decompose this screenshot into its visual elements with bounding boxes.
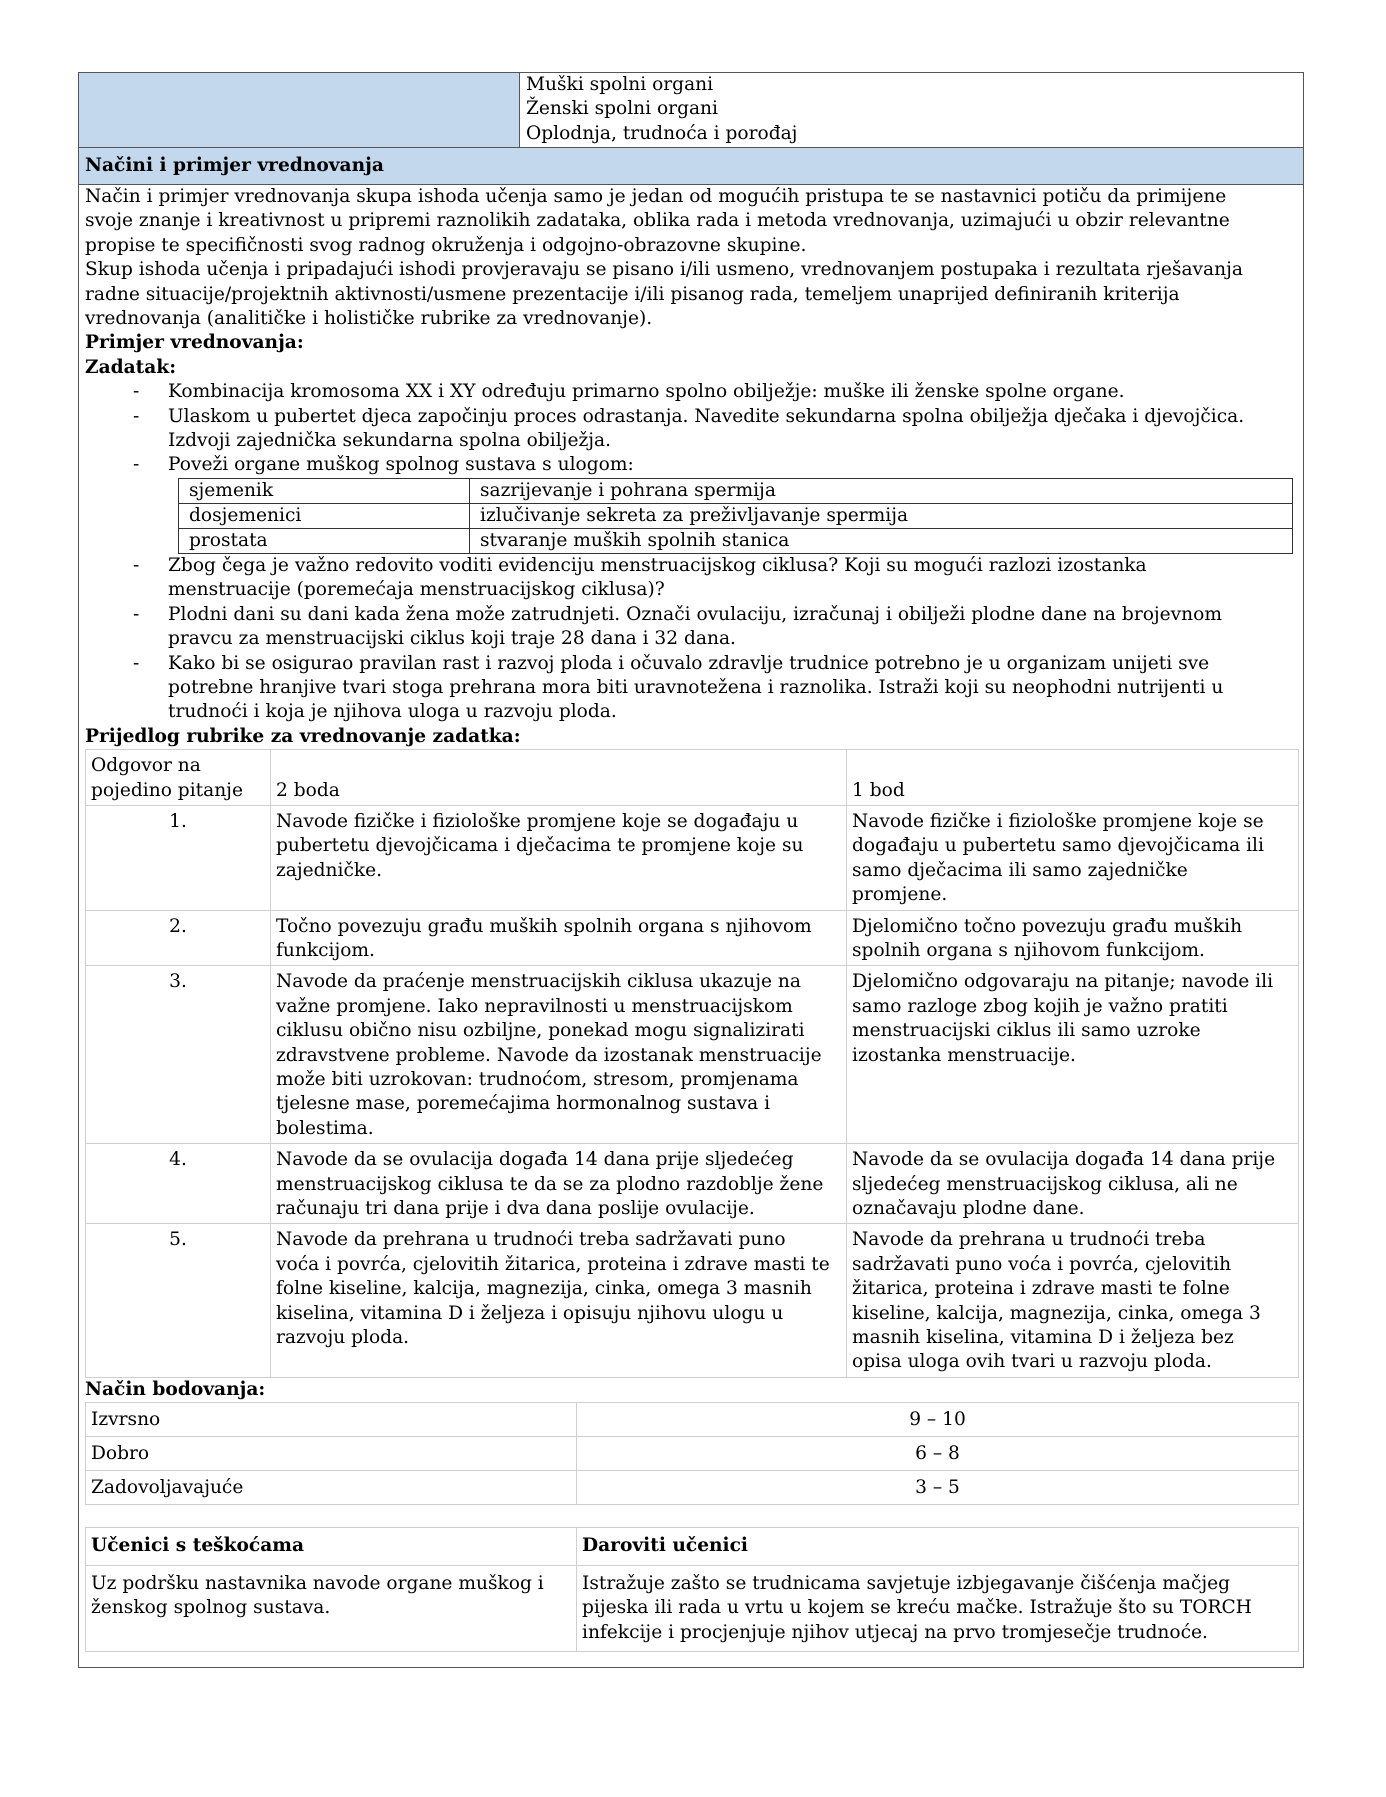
text-line: Navode da prehrana u trudnoći treba sadržavati puno [276, 1229, 786, 1251]
text-line: računaju tri dana prije i dva dana poslije ovulacije. [276, 1198, 755, 1220]
rubric-header-two-points: 2 boda [271, 750, 847, 806]
rubric-header-one-point: 1 bod [847, 750, 1299, 806]
task-item [85, 380, 1297, 404]
text-line: sadržavati puno voća i povrća, cjelovitih [852, 1253, 1232, 1275]
rubric-row [86, 1144, 1299, 1224]
section-body [79, 185, 1303, 1652]
difficulties-title: Učenici s teškoćama [86, 1528, 577, 1565]
points-cell: 3 – 5 [577, 1471, 1299, 1505]
text-line: masnih kiselina, vitamina D i željeza bez [852, 1327, 1234, 1349]
table-row [179, 478, 1293, 503]
text-line: ciklusu obično nisu ozbiljne, ponekad mogu signalizirati [276, 1020, 805, 1042]
rubric-one-point-cell [847, 966, 1299, 1144]
text-line: pravcu za menstruacijski ciklus koji traje 28 dana i 32 dana. [168, 628, 736, 650]
task-item [85, 453, 1297, 477]
difficulties-text [86, 1565, 577, 1651]
text-line: menstruacijskog ciklusa te da se za plodno razdoblje žene [276, 1173, 824, 1195]
rubric-number: 5. [86, 1224, 271, 1377]
text-line: Kako bi se osigurao pravilan rast i razvoj ploda i očuvalo zdravlje trudnice potrebno je u organizam unijeti sve [168, 652, 1210, 674]
section-heading: Načini i primjer vrednovanja [79, 148, 1303, 185]
task-item [85, 554, 1297, 603]
text-line: potrebne hranjive tvari stoga prehrana mora biti uravnotežena i raznolika. Istraži koji su neophodni nutrijenti u [168, 676, 1224, 698]
organ-cell: sjemenik [179, 478, 470, 503]
text-line: voća i povrća, cjelovitih žitarica, proteina i zdrave masti te [276, 1253, 830, 1275]
text-line: samo dječacima ili samo zajedničke [852, 859, 1188, 881]
text-line: Navode da praćenje menstruacijskih ciklusa ukazuje na [276, 971, 801, 993]
organ-cell: dosjemenici [179, 503, 470, 528]
text-line: Navode da se ovulacija događa 14 dana prije sljedećeg [276, 1149, 794, 1171]
rubric-two-points-cell [271, 805, 847, 910]
text-line: Djelomično točno povezuju građu muških [852, 915, 1243, 937]
rubric-number: 3. [86, 966, 271, 1144]
scoring-table [85, 1402, 1299, 1505]
text-line: može biti uzrokovan: trudnoćom, stresom, promjenama [276, 1069, 799, 1090]
rubric-header-row [86, 750, 1299, 806]
text-line: radne situacije/projektnih aktivnosti/usmene prezentacije i/ili pisanog rada, temeljem unaprijed definiranih kriterija [85, 283, 1180, 305]
rubric-two-points-cell [271, 1224, 847, 1377]
scoring-row [86, 1403, 1299, 1437]
text-line: infekcije i procjenjuje njihov utjecaj na prvo tromjesečje trudnoće. [582, 1621, 1208, 1643]
bullet-dash: - [133, 454, 140, 476]
scoring-row [86, 1471, 1299, 1505]
bullet-dash: - [133, 381, 140, 403]
text-line: pojedino pitanje [91, 779, 243, 801]
rubric-one-point-cell [847, 1224, 1299, 1377]
gifted-title: Daroviti učenici [577, 1528, 1299, 1565]
rubric-two-points-cell [271, 1144, 847, 1224]
text-line: događaju u pubertetu samo djevojčicama ili [852, 835, 1264, 857]
text-line: kiselina, vitamina D i željeza i opisuju njihovu ulogu u [276, 1302, 784, 1324]
intro-paragraph [85, 258, 1297, 331]
rubric-one-point-cell [847, 1144, 1299, 1224]
rubric-heading: Prijedlog rubrike za vrednovanje zadatka: [85, 725, 521, 747]
connection-table [178, 478, 1293, 554]
text-line: funkcijom. [276, 939, 375, 961]
rubric-one-point-cell [847, 910, 1299, 966]
topic-line: Muški spolni organi [526, 74, 714, 95]
text-line: Točno povezuju građu muških spolnih organa s njihovom [276, 915, 812, 937]
text-line: Navode fizičke i fiziološke promjene koje se događaju u [276, 810, 799, 832]
rubric-number: 4. [86, 1144, 271, 1224]
intro-paragraph [85, 185, 1297, 258]
text-line: Navode da se ovulacija događa 14 dana prije [852, 1149, 1276, 1171]
topic-label-cell [79, 73, 520, 147]
bullet-dash: - [133, 603, 140, 625]
grade-cell: Zadovoljavajuće [86, 1471, 577, 1505]
text-line: Način i primjer vrednovanja skupa ishoda učenja samo je jedan od mogućih pristupa te se nastavnici potiču da primijene [85, 186, 1227, 207]
text-line: Izdvoji zajednička sekundarna spolna obilježja. [168, 430, 611, 452]
rubric-row [86, 805, 1299, 910]
text-line: Istražuje zašto se trudnicama savjetuje izbjegavanje čišćenja mačjeg [582, 1572, 1231, 1594]
role-cell: sazrijevanje i pohrana spermija [470, 478, 1293, 503]
rubric-row [86, 966, 1299, 1144]
rubric-number: 2. [86, 910, 271, 966]
table-row [179, 503, 1293, 528]
text-line: važne promjene. Iako nepravilnosti u menstruacijskom [276, 995, 793, 1017]
differentiation-row [86, 1565, 1299, 1651]
text-line: menstruacije (poremećaja menstruacijskog ciklusa)? [168, 579, 665, 601]
grade-cell: Izvrsno [86, 1403, 577, 1437]
text-line: vrednovanja (analitičke i holističke rubrike za vrednovanje). [85, 308, 653, 330]
text-line: izostanka menstruacije. [852, 1044, 1076, 1066]
rubric-row [86, 910, 1299, 966]
task-item [85, 603, 1297, 652]
points-cell: 6 – 8 [577, 1437, 1299, 1471]
text-line: Kombinacija kromosoma XX i XY određuju primarno spolno obilježje: muške ili ženske spolne organe. [168, 381, 1125, 403]
scoring-heading: Način bodovanja: [85, 1378, 266, 1400]
differentiation-table [85, 1527, 1299, 1652]
text-line: Navode da prehrana u trudnoći treba [852, 1229, 1206, 1251]
text-line: zajedničke. [276, 859, 383, 881]
text-line: pijeska ili rada u vrtu u kojem se kreću mačke. Istražuje što su TORCH [582, 1597, 1252, 1619]
text-line: pubertetu djevojčicama i dječacima te promjene koje su [276, 835, 804, 857]
bullet-dash: - [133, 652, 140, 674]
text-line: ženskog spolnog sustava. [91, 1597, 331, 1619]
task-heading: Zadatak: [85, 356, 177, 378]
task-item [85, 405, 1297, 454]
text-line: promjene. [852, 884, 948, 906]
text-line: svoje znanje i kreativnost u pripremi raznolikih zadataka, oblika rada i metoda vrednovanja, uzimajući u obzir relevantne [85, 210, 1230, 232]
text-line: bolestima. [276, 1117, 374, 1139]
text-line: sljedećeg menstruacijskog ciklusa, ali ne [852, 1173, 1238, 1195]
task-item [85, 652, 1297, 725]
curriculum-page [78, 72, 1304, 1668]
scoring-row [86, 1437, 1299, 1471]
points-cell: 9 – 10 [577, 1403, 1299, 1437]
text-line: Ulaskom u pubertet djeca započinju proces odrastanja. Navedite sekundarna spolna obilježja dječaka i djevojčica. [168, 405, 1245, 427]
rubric-number: 1. [86, 805, 271, 910]
role-cell: izlučivanje sekreta za preživljavanje spermija [470, 503, 1293, 528]
topic-line: Oplodnja, trudnoća i porođaj [526, 122, 798, 144]
rubric-two-points-cell [271, 910, 847, 966]
bullet-dash: - [133, 405, 140, 427]
gifted-text [577, 1565, 1299, 1651]
bullet-dash: - [133, 554, 140, 576]
rubric-one-point-cell [847, 805, 1299, 910]
text-line: označavaju plodne dane. [852, 1198, 1085, 1220]
table-row [179, 528, 1293, 553]
text-line: žitarica, proteina i zdrave masti te folne [852, 1278, 1230, 1300]
rubric-table [85, 749, 1299, 1378]
text-line: Uz podršku nastavnika navode organe muškog i [91, 1572, 544, 1594]
text-line: razvoju ploda. [276, 1327, 410, 1349]
text-line: samo razloge zbog kojih je važno pratiti [852, 995, 1228, 1017]
topic-row [79, 73, 1303, 148]
text-line: folne kiseline, kalcija, magnezija, cinka, omega 3 masnih [276, 1278, 812, 1300]
text-line: menstruacijski ciklus ili samo uzroke [852, 1020, 1201, 1042]
text-line: Odgovor na [91, 755, 201, 777]
topic-list-cell [520, 73, 1303, 147]
text-line: opisa uloga ovih tvari u razvoju ploda. [852, 1351, 1212, 1373]
text-line: kiseline, kalcija, magnezija, cinka, omega 3 [852, 1302, 1261, 1324]
text-line: propise te specifičnosti svog radnog okruženja i odgojno-obrazovne skupine. [85, 234, 807, 256]
organ-cell: prostata [179, 528, 470, 553]
text-line: Navode fizičke i fiziološke promjene koje se [852, 810, 1264, 832]
text-line: trudnoći i koja je njihova uloga u razvoju ploda. [168, 701, 617, 723]
rubric-two-points-cell [271, 966, 847, 1144]
text-line: Djelomično odgovaraju na pitanje; navode ili [852, 971, 1274, 993]
text-line: Plodni dani su dani kada žena može zatrudnjeti. Označi ovulaciju, izračunaj i obilježi plodne dane na brojevnom [168, 603, 1222, 625]
text-line: zdravstvene probleme. Navode da izostanak menstruacije [276, 1044, 822, 1066]
grade-cell: Dobro [86, 1437, 577, 1471]
rubric-row [86, 1224, 1299, 1377]
text-line: Skup ishoda učenja i pripadajući ishodi provjeravaju se pisano i/ili usmeno, vrednovanjem postupaka i rezultata rješavanja [85, 259, 1243, 281]
role-cell: stvaranje muških spolnih stanica [470, 528, 1293, 553]
topic-line: Ženski spolni organi [526, 98, 718, 120]
text-line: spolnih organa s njihovom funkcijom. [852, 939, 1205, 961]
rubric-header-question [86, 750, 271, 806]
text-line: tjelesne mase, poremećajima hormonalnog sustava i [276, 1093, 771, 1115]
example-heading: Primjer vrednovanja: [85, 332, 304, 354]
text-line: Zbog čega je važno redovito voditi evidenciju menstruacijskog ciklusa? Koji su mogući razlozi izostanka [168, 554, 1147, 576]
differentiation-header-row [86, 1528, 1299, 1565]
text-line: Poveži organe muškog spolnog sustava s ulogom: [168, 454, 634, 476]
